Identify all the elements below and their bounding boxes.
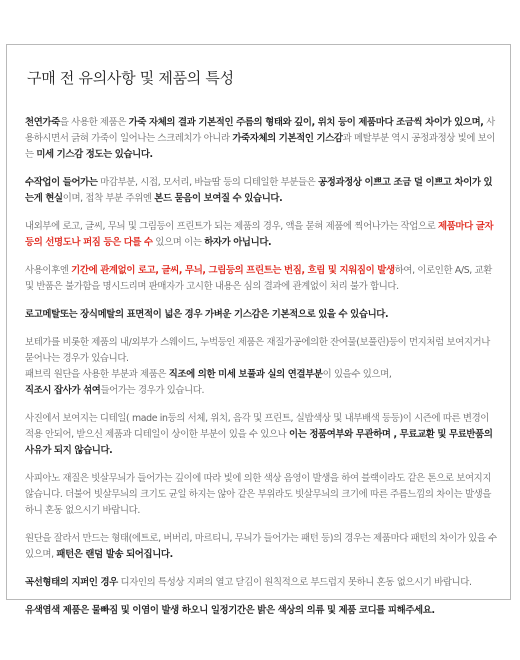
emphasis-text: 곡선형태의 지퍼인 경우	[25, 577, 118, 588]
emphasis-text: 유색염색 제품은 물빠짐 및 이염이 발생 하오니 일정기간은 밝은 색상의 의류 및 제품 코디를 피해주세요.	[25, 605, 435, 616]
emphasis-text: 하자가 아닙니다.	[204, 237, 272, 248]
notice-panel	[6, 44, 511, 616]
notice-paragraph	[25, 219, 499, 251]
emphasis-text: 수작업이 들어가는	[25, 177, 98, 188]
emphasis-text: 미세 기스감 정도는 있습니다.	[36, 149, 153, 160]
emphasis-text: 가죽 자체의 결과 기본적인 주름의 형태와 깊이, 위치 등이 제품마다 조금씩 차이가 있으며,	[128, 117, 484, 128]
notice-body	[25, 115, 499, 631]
notice-paragraph	[25, 575, 499, 591]
warning-text: 제품마다 글자등의 선명도나 퍼짐 등은 다를 수	[25, 221, 494, 248]
body-text: 을 사용한 제품은	[59, 117, 129, 128]
body-text: 패브릭 원단을 사용한 부분과 제품은	[25, 369, 169, 380]
emphasis-text: 공정과정상 이쁘고 조금 덜 이쁘고 차이가 있는게 현실	[25, 177, 493, 204]
body-text: 사피아노 재질은 빗살무늬가 들어가는 깊이에 따라 빛에 의한 색상 음영이 발생을 하여 블랙이라도 같은 톤으로 보여지지 않습니다. 더불어 빗살무늬의 크기도 균일 하지는 않아 같은 부위라도 빗살무늬의 크기에 따른 주름느낌의 차이는 발생을 하니 혼동 없으시기 바랍니다.	[25, 473, 492, 516]
body-text: 원단을 잘라서 만드는 형태(에트로, 버버리, 마르티니, 무늬가 들어가는 패턴 등)의 경우는 제품마다 패턴의 차이가 있을 수 있으며,	[25, 533, 497, 560]
emphasis-text: 천연가죽	[25, 117, 60, 128]
body-text: 사용하시면서 긁혀 가죽이 일어나는 스크레치가 아니라	[25, 117, 495, 144]
notice-paragraph	[25, 471, 499, 519]
warning-text: 기간에 관계없이 로고, 글씨, 무늬, 그림등의 프린트는 번짐, 흐림 및 지워짐이 발생	[71, 265, 395, 276]
emphasis-text: 본드 묻음이 보여질 수 있습니다.	[154, 193, 283, 204]
body-text: 디자인의 특성상 지퍼의 열고 닫김이 원칙적으로 부드럽지 못하니 혼동 없으시기 바랍니다.	[117, 577, 472, 588]
body-text: 이 있을수 있으며,	[322, 369, 392, 380]
emphasis-text: 패턴은 랜덤 발송 되어집니다.	[56, 549, 173, 560]
emphasis-text: 로고메탈또는 장식메탈의 표면적이 넓은 경우 가벼운 기스감은 기본적으로 있을 수 있습니다.	[25, 309, 389, 320]
body-text: 사진에서 보여지는 디테일( made in등의 서체, 위치, 음각 및 프린트, 실밥색상 및 내부배색 등등)이 시즌에 따른 변경이 적용 안되어, 받으신 제품과 디테일이 상이한 부분이 있을 수 있으나	[25, 413, 490, 440]
body-text: 마감부분, 시접, 모서리, 바늘땀 등의 디테일한 부분들은	[97, 177, 319, 188]
notice-paragraph	[25, 175, 499, 207]
body-text: 보테가를 비롯한 제품의 내/외부가 스웨이드, 누벅등인 제품은 재질가공에의한 잔여물(보풀린)등이 먼지처럼 보여지거나 묻어나는 경우가 있습니다.	[25, 337, 490, 364]
notice-paragraph	[25, 307, 499, 323]
notice-paragraph	[25, 411, 499, 459]
notice-paragraph	[25, 531, 499, 563]
body-text: 과 메탈부분 역시 공정과정상 빛에 보이는	[25, 133, 496, 160]
body-text: 사용이후엔	[25, 265, 72, 276]
body-text: 하여, 이로인한 A/S, 교환 및 반품은 불가함을 명시드리며 판매자가 고시한 내용은 심의 결과에 관계없이 처리 불가 합니다.	[25, 265, 492, 292]
notice-paragraph	[25, 263, 499, 295]
emphasis-text: 직조시 잡사가 섞여	[25, 385, 101, 396]
body-text: 있으며 이는	[152, 237, 205, 248]
notice-paragraph	[25, 603, 499, 619]
body-text: 내외부에 로고, 글씨, 무늬 및 그림등이 프린트가 되는 제품의 경우, 액을 묻혀 제품에 찍어나가는 작업으로	[25, 221, 439, 232]
page-title: 구매 전 유의사항 및 제품의 특성	[27, 69, 234, 87]
notice-paragraph	[25, 115, 499, 163]
body-text: 이며, 접착 부분 주위엔	[62, 193, 155, 204]
emphasis-text: 이는 정품여부와 무관하며 , 무료교환 및 무료반품의 사유가 되지 않습니다.	[25, 429, 493, 456]
body-text: 들어가는 경우가 있습니다.	[100, 385, 205, 396]
emphasis-text: 가죽자체의 기본적인 기스감	[232, 133, 343, 144]
notice-paragraph	[25, 335, 499, 399]
emphasis-text: 직조에 의한 미세 보풀과 실의 연결부분	[168, 369, 323, 380]
